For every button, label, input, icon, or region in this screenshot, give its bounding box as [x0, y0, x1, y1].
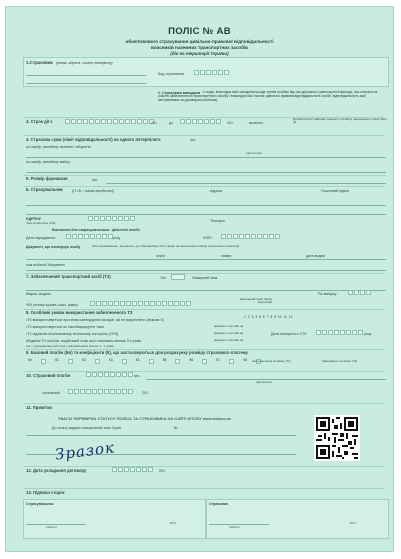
term-inclusive: включно	[249, 121, 264, 125]
sum-insured-unit: грн.	[190, 138, 197, 142]
sticker-label: До полісу видано спеціальний знак Серія	[52, 426, 121, 430]
base-payment-label: 9. Базовий платіж (Бп) та коефіцієнти (К), що застосовуються для розрахунку розміру страхового платежу	[26, 350, 249, 355]
coeff-k2-box[interactable]	[95, 359, 100, 364]
notes-label: 11. Примітки	[26, 405, 52, 410]
edrpou-cells[interactable]	[88, 216, 135, 221]
month-2[interactable]: 2	[247, 315, 250, 319]
month-8[interactable]: 8	[270, 315, 273, 319]
sum-life-label: за шкоду, заподіяну життю і здоров'ю	[26, 145, 91, 149]
policy-sheet	[5, 6, 394, 552]
section-divider-4	[23, 135, 385, 136]
contract-date-cells[interactable]	[112, 467, 153, 472]
signatures-label: 13. Підписи сторін:	[26, 490, 66, 495]
doc-issued-by-label: ким виданий документ	[26, 263, 65, 267]
usage-line-3: •ТЗ підлягає обов'язковому технічному контролю (ОТК)	[26, 332, 119, 336]
section-divider-10	[23, 371, 385, 372]
id-doc-label: Документ, що посвідчує особу	[26, 245, 81, 249]
coeff-k6-box[interactable]	[202, 359, 207, 364]
coeff-k7-box[interactable]	[229, 359, 234, 364]
month-10[interactable]: 10	[278, 315, 282, 319]
insured-mp: М.П.	[170, 521, 177, 525]
edrpou-label: ЄДРПОУ	[26, 217, 42, 221]
insurer-line-1	[26, 75, 146, 76]
edrpou-hint: (для юридичних осіб)	[26, 221, 56, 225]
usage-mark-4: (вказати так або ні)	[214, 338, 244, 342]
insurer-mp: М.П.	[350, 521, 357, 525]
sum-life-line[interactable]	[26, 157, 386, 158]
insurer-hint: (назва, адреса, номер телефону)	[56, 61, 113, 65]
sticker-no: №	[174, 426, 178, 430]
premium-payment-cells[interactable]	[86, 372, 133, 377]
policyholder-address-label: Адреса	[210, 189, 223, 193]
insurer-sign-hint: (підпис)	[229, 525, 240, 529]
coeff-k3-box[interactable]	[122, 359, 127, 364]
coeff-k3: К3	[108, 358, 113, 362]
doc-issued-label: дата видачі	[306, 254, 326, 258]
premium-payment-unit: грн.	[134, 374, 141, 378]
vehicle-reg-label: Номерний знак	[192, 276, 218, 280]
usage-mark-3: (вказати так або ні)	[214, 331, 244, 335]
paid-year: 201	[142, 391, 148, 395]
doc-number-label: номер	[221, 254, 232, 258]
policyholder-postal-label: Поштовий індекс	[321, 189, 350, 193]
coeff-row	[28, 359, 262, 364]
usage-label: 8. Особливі умови використання забезпеченого ТЗ	[26, 310, 133, 315]
individual-note: Виключно для страхувальника - фізичної особи	[52, 228, 140, 232]
month-9[interactable]: 9	[274, 315, 277, 319]
insurer-line-2	[26, 83, 146, 84]
section-divider-5	[23, 175, 385, 176]
sum-property-line[interactable]	[26, 172, 386, 173]
month-5[interactable]: 5	[259, 315, 261, 319]
vehicle-year-label: Рік випуску	[318, 292, 337, 296]
coeff-bp: Бп	[28, 358, 33, 362]
month-3[interactable]: 3	[251, 315, 254, 319]
policy-subtitle-3: (діє на території України)	[170, 51, 229, 56]
month-11[interactable]: 11	[283, 315, 287, 319]
doc-series-label: серія	[156, 254, 165, 258]
verify-notice: УВАГА! ПЕРЕВІРКА СТАТУСУ ПОЛІСА ТА СТРАХОВИКА НА САЙТІ МТСБУ www.mtsbu.ua	[58, 416, 231, 421]
doc-issued-by-line[interactable]	[26, 270, 386, 271]
policyholder-line-1[interactable]	[26, 205, 386, 206]
coeff-k5: К5	[162, 358, 167, 362]
policyholder-line-2[interactable]	[26, 214, 386, 215]
vehicle-model-label: Марка, модель	[26, 292, 52, 296]
term-to-label: до	[169, 121, 174, 125]
month-1[interactable]: 1	[244, 315, 246, 319]
insured-sign-label: Страхувальник	[26, 502, 54, 506]
coeff-bp-box[interactable]	[41, 359, 46, 364]
section-divider-12	[23, 466, 385, 467]
coeff-k6: К6	[189, 358, 194, 362]
usage-mark-2: (вказати так або ні)	[214, 324, 244, 328]
term-year-end: 201	[227, 121, 233, 125]
month-4[interactable]: 4	[255, 315, 258, 319]
contract-date-label: 12. Дата укладання договору	[26, 468, 87, 473]
premium-payment-label: 10. Страховий платіж	[26, 373, 71, 378]
usage-line-5: (не з урахуванням осіб стаж страхувальника менше 3 - х років)	[26, 344, 114, 348]
insurer-signature-box[interactable]	[206, 499, 389, 539]
section-divider-13	[23, 488, 385, 489]
next-otk-cells[interactable]	[316, 330, 363, 335]
sum-property-label: за шкоду, заподіяну майну	[26, 160, 71, 164]
inn-label: ІНПП	[203, 236, 212, 240]
vehicle-label: 7. Забезпечений транспортний засіб (ТЗ)	[26, 274, 111, 279]
id-doc-hint: (для громадянина - документ, що підтверджує його право на зменшення розміру страхового платежу)	[92, 244, 240, 248]
policy-subtitle-1: обов'язкового страхування цивільно-правової відповідальності	[125, 39, 274, 44]
month-6[interactable]: 6	[262, 315, 265, 319]
deductible-line[interactable]	[106, 183, 386, 184]
insurer-label: 1.Страховик	[26, 60, 53, 65]
term-start-cells[interactable]	[65, 119, 154, 124]
policy-subtitle-2: власників наземних транспортних засобів	[150, 45, 249, 50]
section-divider-11	[23, 403, 385, 404]
doc-line[interactable]	[26, 259, 386, 260]
vehicle-line-1	[26, 290, 386, 291]
paid-date-cells[interactable]	[68, 389, 133, 394]
deductible-unit: грн.	[92, 178, 99, 182]
paid-label: сплачений	[42, 391, 60, 395]
deductible-label: 5. Розмір франшизи	[26, 176, 68, 181]
vehicle-year-cells[interactable]	[348, 290, 371, 295]
term-year-start: 201	[151, 121, 157, 125]
vehicle-reg-place-label: Населений пункт місця реєстрації	[239, 297, 272, 305]
birth-year-label: року	[113, 236, 121, 240]
birth-date-label: Дата народження	[26, 236, 56, 240]
notes-line-1	[26, 435, 296, 436]
insurer-sign-label: Страховик	[209, 502, 228, 506]
next-otk-year: року	[364, 332, 372, 336]
coeff-k7: К7	[216, 358, 221, 362]
policy-title: ПОЛІС № АВ	[168, 26, 231, 37]
discount-label: Знижувалення за віком, (%)	[252, 359, 291, 363]
insurer-code-cells[interactable]	[194, 70, 229, 75]
insured-sign-hint: (підпис)	[46, 525, 57, 529]
usage-line-1: •ТЗ використовується протягом календарних місяців, які не викреслено (знаком Х)	[26, 318, 164, 322]
qr-code-icon	[314, 415, 360, 461]
policyholder-hint: (П.І.Б. / назва юридичної)	[72, 189, 115, 193]
sum-insured-label: 4. Страхова сума (ліміт відповідальності) на одного потерпілого	[26, 137, 161, 142]
coeff-k5-box[interactable]	[175, 359, 180, 364]
sample-stamp: Зразок	[54, 438, 116, 464]
month-7[interactable]: 7	[266, 315, 269, 319]
term-label: 3. Строк дії з	[26, 119, 53, 124]
term-end-cells[interactable]	[180, 119, 221, 124]
phone-label: Телефон	[210, 219, 225, 223]
vehicle-type-box[interactable]	[171, 274, 185, 280]
sum-life-hint: (прописом)	[246, 151, 262, 155]
inn-cells[interactable]	[221, 234, 280, 239]
premium-label: Змішування за віком, (%)	[322, 359, 357, 363]
birth-date-cells[interactable]	[66, 234, 113, 239]
next-otk-label: Дата наступного ОТК	[271, 332, 307, 336]
usage-line-2: •ТЗ використовується як таксі/маршрутне таксі	[26, 325, 105, 329]
premium-payment-hint: (прописом)	[256, 380, 272, 384]
coeff-k4: К4	[135, 358, 140, 362]
vehicle-vin-label: VIN (номер кузова, шасі, рами)	[26, 303, 78, 307]
insured-event-text: є подія, внаслідок якої заподіяна шкода третім особам під час дорожньо-транспортної пригоди, яка сталася за участю забезпеченого транспортного засобу і внаслідок якої настає цивільно-правова відповідальність особи, відповідальність якої застрахована за договором (полісом).	[158, 90, 378, 102]
policyholder-label: 6. Страхувальник	[26, 187, 63, 192]
coeff-k1: К1	[55, 358, 59, 362]
vehicle-type-label: Тип	[160, 276, 166, 280]
coeff-k8: К8	[243, 358, 248, 362]
usage-line-4: •Водіння ТЗ особою, водійський стаж якої становить менше 3-х років	[26, 339, 142, 343]
contract-date-year: 201	[159, 469, 165, 473]
term-note: Договір (поліс) набирає чинності о початку зазначеного строку його дії	[293, 117, 387, 125]
coeff-k4-box[interactable]	[149, 359, 154, 364]
section-divider-6	[23, 186, 385, 187]
coeff-k1-box[interactable]	[68, 359, 73, 364]
coeff-k2: К2	[81, 358, 86, 362]
insured-event-label: 2. Страховим випадком	[158, 91, 201, 95]
insurer-code-label: Код страховика	[158, 72, 184, 76]
usage-months[interactable]	[244, 316, 292, 320]
month-12[interactable]: 12	[288, 315, 293, 319]
vehicle-vin-cells[interactable]	[90, 301, 191, 306]
